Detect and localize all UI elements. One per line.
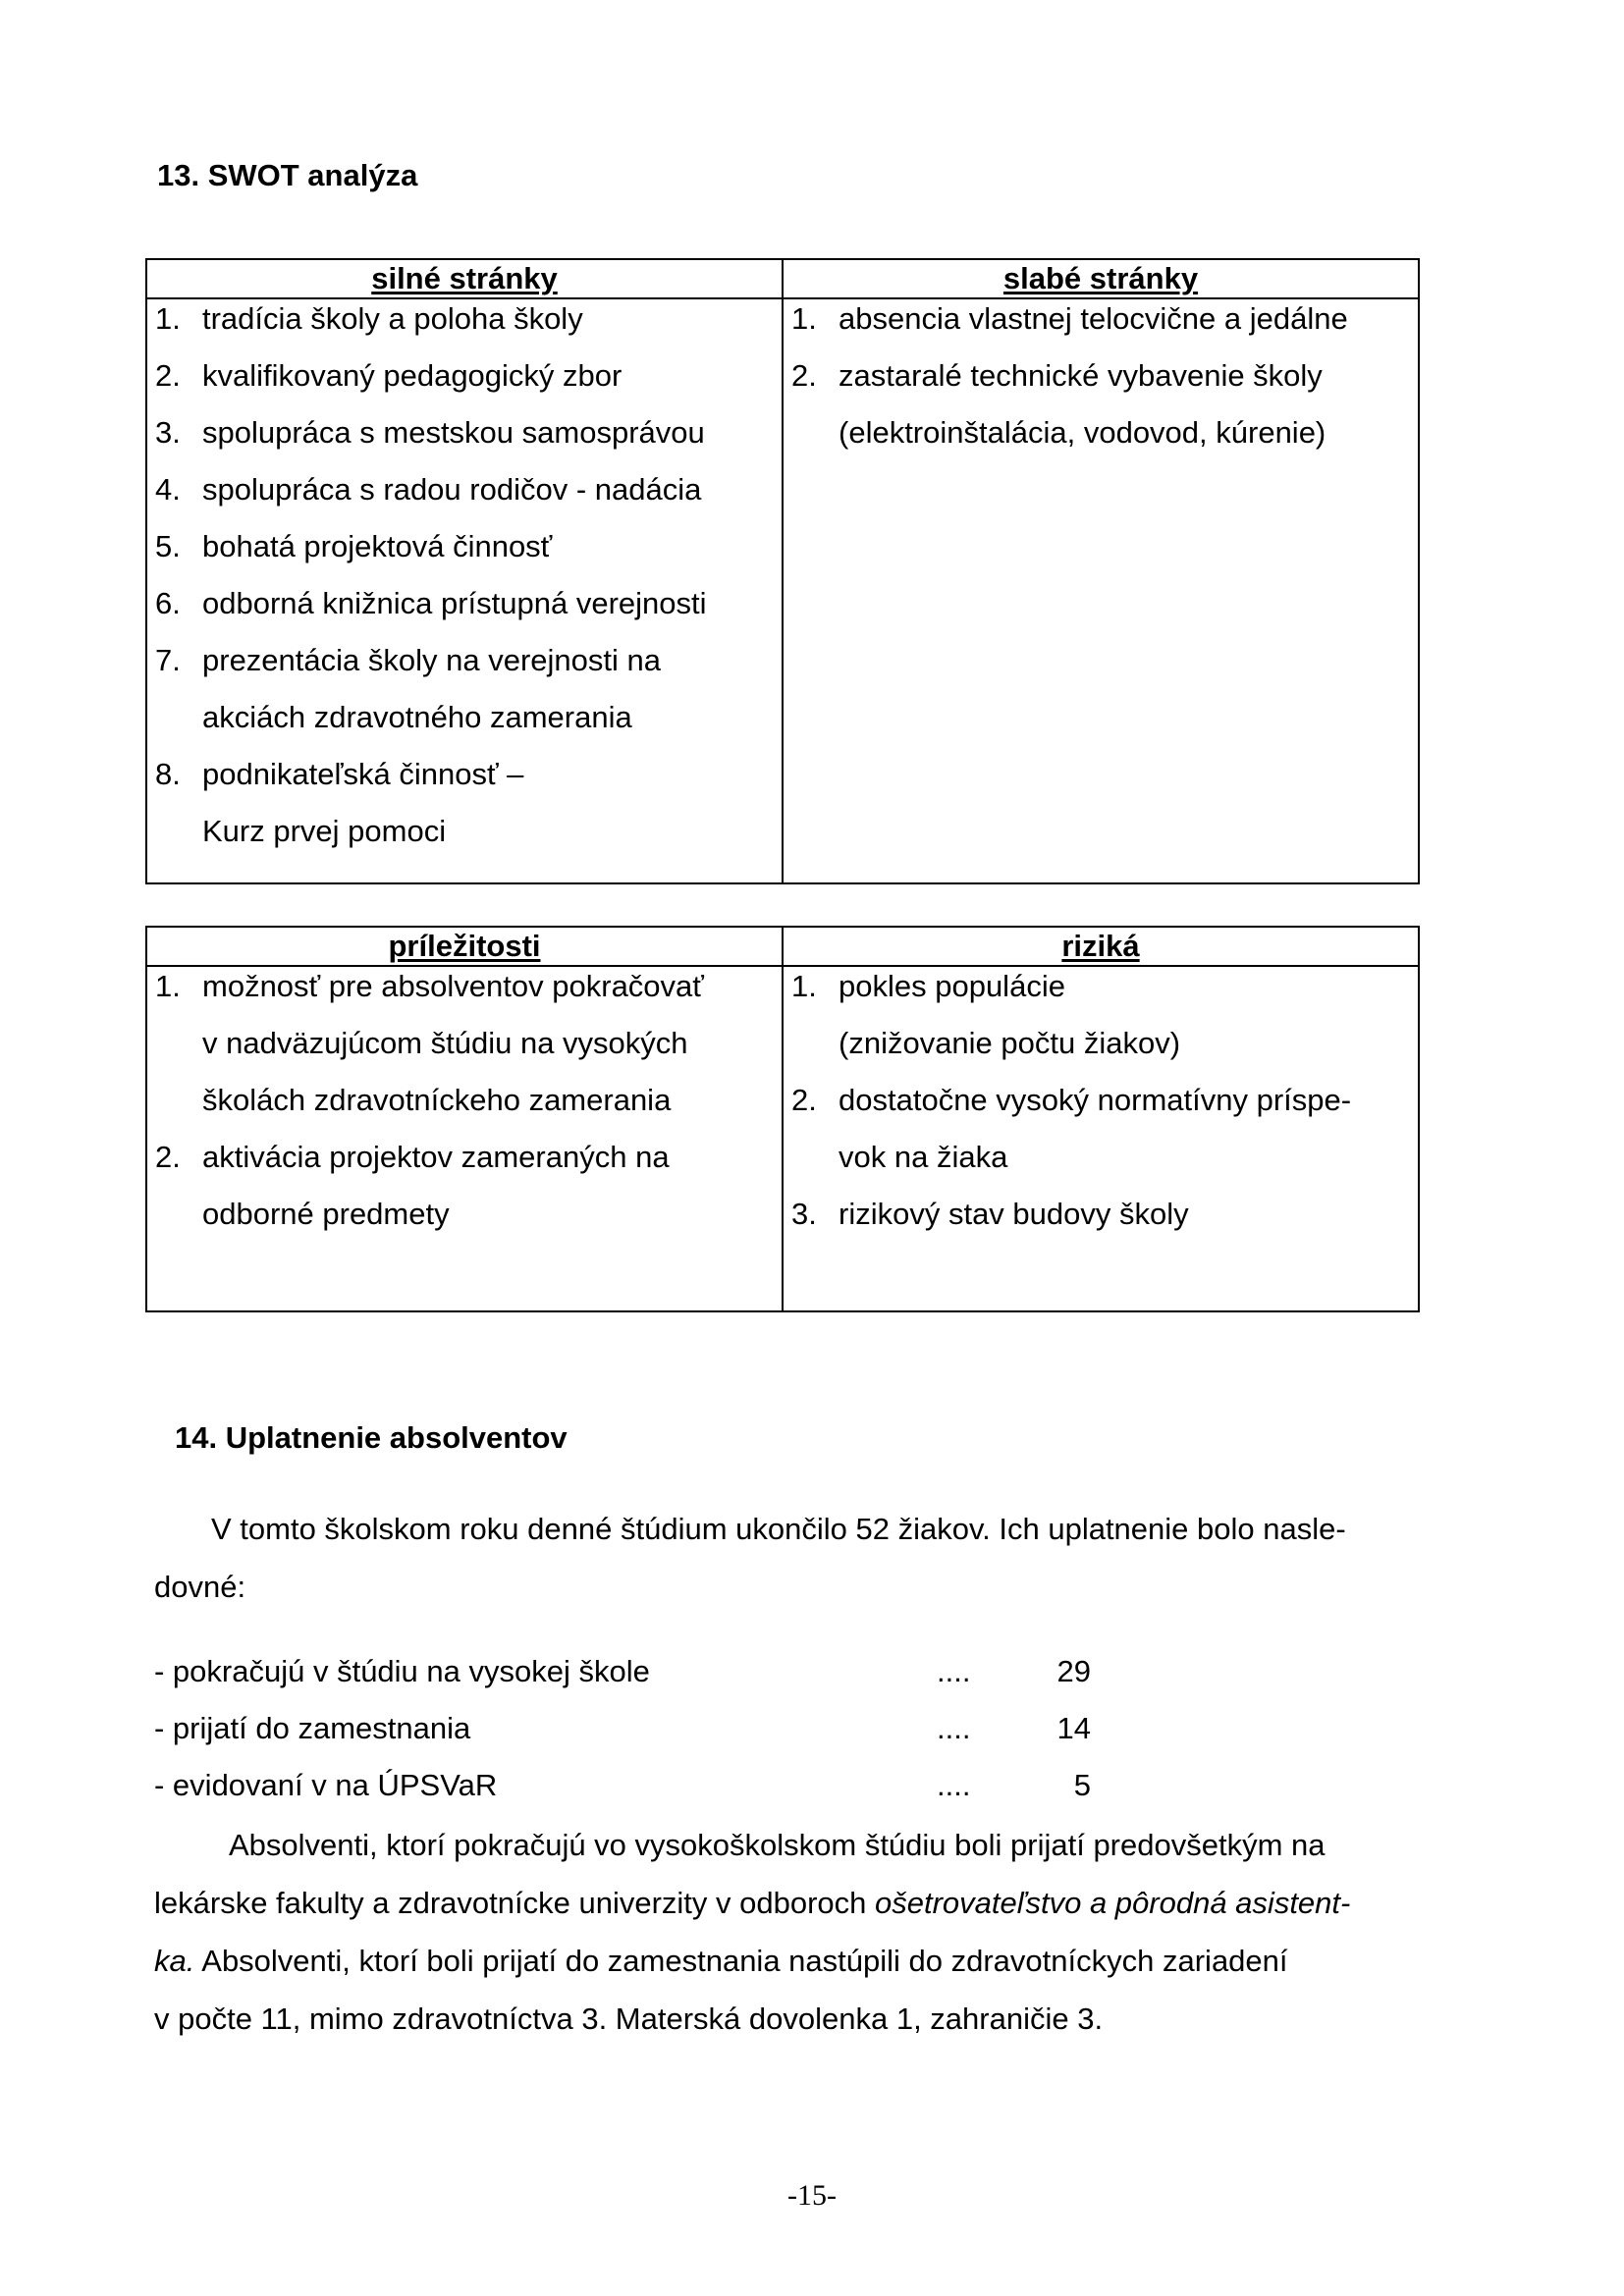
list-item [791,301,1418,358]
weaknesses-header: slabé stránky [783,259,1419,298]
item-text: kvalifikovaný pedagogický zbor [202,358,623,393]
intro-line: dovné: [154,1570,246,1604]
threats-list [791,969,1418,1254]
item-text: rizikový stav budovy školy [839,1197,1189,1231]
threats-cell [783,966,1419,1311]
strengths-header: silné stránky [146,259,783,298]
list-item [155,969,782,1140]
item-text: pokles populácie [839,969,1065,1003]
item-text: (znižovanie počtu žiakov) [839,1026,1181,1060]
list-item [791,1197,1418,1254]
item-number: 2. [791,358,817,393]
intro-line: V tomto školskom roku denné štúdium ukončilo 52 žiakov. Ich uplatnenie bolo nasle- [211,1512,1346,1546]
item-text: spolupráca s radou rodičov - nadácia [202,472,702,507]
item-text: prezentácia školy na verejnosti na [202,643,661,677]
item-number: 8. [155,757,181,791]
item-number: 3. [791,1197,817,1231]
list-item [155,1140,782,1254]
item-text: bohatá projektová činnosť [202,529,553,563]
list-item [155,358,782,415]
item-number: 2. [791,1083,817,1117]
graduate-stats [154,1654,1116,1825]
stat-row [154,1654,1116,1711]
weaknesses-cell [783,298,1419,883]
swot-table-strengths-weaknesses [145,258,1420,884]
item-number: 2. [155,358,181,393]
list-item [791,358,1418,472]
item-text: (elektroinštalácia, vodovod, kúrenie) [839,415,1326,450]
stat-value: 14 [1056,1711,1091,1745]
item-number: 1. [791,969,817,1003]
stat-dots: .... [937,1711,971,1745]
list-item [155,301,782,358]
stat-row [154,1768,1116,1825]
list-item [791,1083,1418,1197]
threats-header: riziká [783,927,1419,966]
item-text: možnosť pre absolventov pokračovať [202,969,704,1003]
list-item [155,529,782,586]
closing-line: v počte 11, mimo zdravotníctva 3. Materská dovolenka 1, zahraničie 3. [154,2002,1104,2036]
item-text: absencia vlastnej telocvične a jedálne [839,301,1348,336]
item-number: 2. [155,1140,181,1174]
page-number: -15- [787,2179,837,2212]
closing-line: Absolventi, ktorí pokračujú vo vysokoškolskom štúdiu boli prijatí predovšetkým na [229,1828,1326,1862]
item-text: vok na žiaka [839,1140,1008,1174]
item-number: 6. [155,586,181,620]
item-number: 3. [155,415,181,450]
stat-label: - evidovaní v na ÚPSVaR [154,1768,498,1802]
item-number: 7. [155,643,181,677]
item-text: akciách zdravotného zamerania [202,700,632,734]
item-text: zastaralé technické vybavenie školy [839,358,1323,393]
opportunities-cell [146,966,783,1311]
item-number: 1. [155,301,181,336]
item-number: 4. [155,472,181,507]
stat-label: - prijatí do zamestnania [154,1711,471,1745]
item-number: 1. [155,969,181,1003]
item-number: 5. [155,529,181,563]
stat-value: 5 [1073,1768,1091,1802]
list-item [155,643,782,757]
item-number: 1. [791,301,817,336]
stat-row [154,1711,1116,1768]
item-text: školách zdravotníckeho zamerania [202,1083,672,1117]
item-text: tradícia školy a poloha školy [202,301,583,336]
item-text: v nadväzujúcom štúdiu na vysokých [202,1026,688,1060]
swot-table-opportunities-threats [145,926,1420,1312]
opportunities-list [155,969,782,1254]
item-text: aktivácia projektov zameraných na [202,1140,670,1174]
item-text: spolupráca s mestskou samosprávou [202,415,705,450]
closing-line: ka. Absolventi, ktorí boli prijatí do zamestnania nastúpili do zdravotníckych zariadení [154,1944,1288,1978]
list-item [155,586,782,643]
item-text: Kurz prvej pomoci [202,814,447,848]
list-item [791,969,1418,1083]
closing-paragraph [154,1828,1350,2059]
item-text: odborná knižnica prístupná verejnosti [202,586,707,620]
list-item [155,415,782,472]
item-text: odborné predmety [202,1197,450,1231]
list-item [155,757,782,871]
section-13-heading: 13. SWOT analýza [157,158,418,192]
stat-label: - pokračujú v štúdiu na vysokej škole [154,1654,650,1688]
item-text: dostatočne vysoký normatívny príspe- [839,1083,1352,1117]
closing-line: lekárske fakulty a zdravotnícke univerzity v odboroch ošetrovateľstvo a pôrodná asistent- [154,1886,1351,1920]
opportunities-header: príležitosti [146,927,783,966]
weaknesses-list [791,301,1418,472]
section-14-heading: 14. Uplatnenie absolventov [175,1420,568,1455]
intro-paragraph [154,1512,1346,1628]
strengths-list [155,301,782,871]
list-item [155,472,782,529]
stat-value: 29 [1056,1654,1091,1688]
item-text: podnikateľská činnosť – [202,757,524,791]
strengths-cell [146,298,783,883]
stat-dots: .... [937,1654,971,1688]
stat-dots: .... [937,1768,971,1802]
